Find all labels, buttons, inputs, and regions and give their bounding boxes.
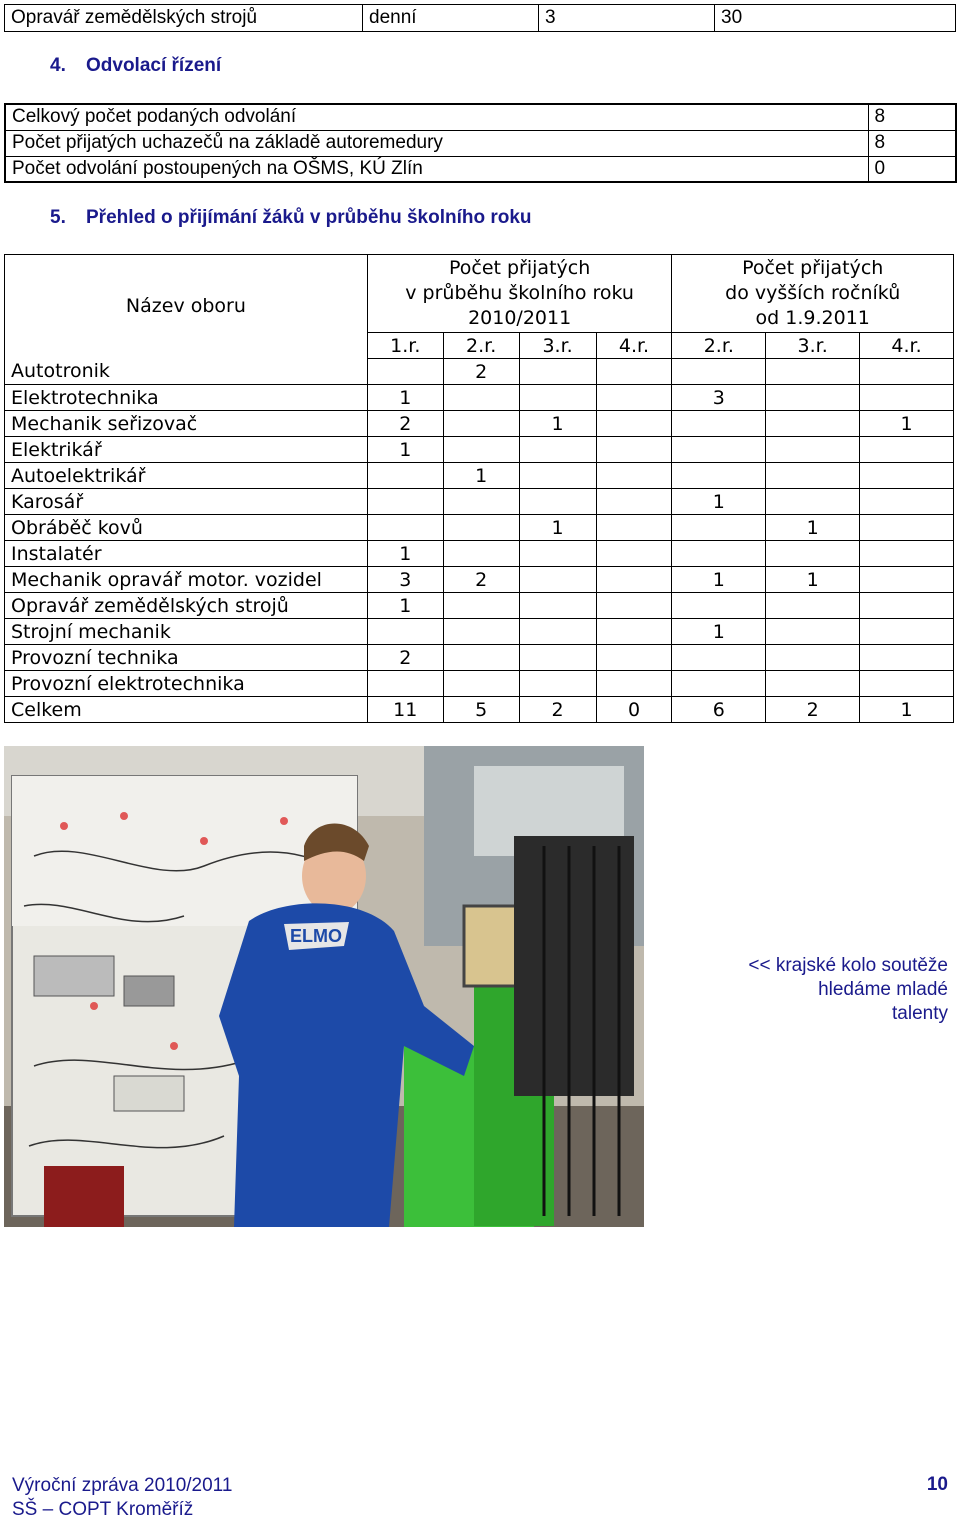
table-cell (860, 359, 954, 385)
overall-logo: ELMO (290, 926, 342, 946)
table-cell (519, 437, 596, 463)
table-cell (596, 593, 672, 619)
table-cell (860, 671, 954, 697)
row-label: Provozní elektrotechnika (5, 671, 368, 697)
workshop-photo (4, 746, 644, 1227)
page-footer (12, 1474, 232, 1522)
table-cell (443, 671, 519, 697)
table-cell (443, 593, 519, 619)
table-cell (672, 515, 766, 541)
table-cell (519, 359, 596, 385)
table-cell (596, 567, 672, 593)
table-cell (367, 489, 443, 515)
row-label: Instalatér (5, 541, 368, 567)
table-cell (766, 385, 860, 411)
table-cell (596, 645, 672, 671)
column-header-name: Název oboru (5, 255, 368, 359)
table-cell (672, 411, 766, 437)
table-cell (766, 463, 860, 489)
row-label: Celkem (5, 697, 368, 723)
table-cell (443, 385, 519, 411)
table-cell (860, 489, 954, 515)
header-line: do vyšších ročníků (725, 282, 901, 304)
table-cell: Opravář zemědělských strojů (5, 5, 363, 32)
table-cell (766, 593, 860, 619)
table-cell (766, 411, 860, 437)
table-cell: 1 (367, 385, 443, 411)
table-cell (596, 671, 672, 697)
subheader-cell: 4.r. (860, 333, 954, 359)
row-label: Opravář zemědělských strojů (5, 593, 368, 619)
subheader-cell: 2.r. (672, 333, 766, 359)
table-cell (519, 541, 596, 567)
table-cell (860, 567, 954, 593)
table-cell (596, 437, 672, 463)
table-cell: 1 (766, 567, 860, 593)
subheader-cell: 4.r. (596, 333, 672, 359)
header-line: 2010/2011 (468, 307, 572, 329)
table-cell: 1 (367, 593, 443, 619)
caption-line: talenty (892, 1003, 948, 1024)
table-row (5, 437, 954, 463)
section-title: Přehled o přijímání žáků v průběhu školního roku (86, 207, 532, 228)
table-cell (367, 463, 443, 489)
table-row (5, 645, 954, 671)
table-cell (519, 619, 596, 645)
table-cell (860, 619, 954, 645)
admissions-table (4, 254, 954, 723)
table-cell (596, 619, 672, 645)
table-row (5, 489, 954, 515)
table-cell (860, 541, 954, 567)
table-cell: 1 (672, 489, 766, 515)
column-group-header-1 (367, 255, 672, 333)
top-fragment-table (4, 4, 956, 32)
table-cell: 2 (367, 411, 443, 437)
table-cell: 1 (367, 541, 443, 567)
section-number: 5. (50, 207, 66, 228)
table-row (5, 671, 954, 697)
table-row (5, 411, 954, 437)
row-label: Karosář (5, 489, 368, 515)
table-cell: 1 (766, 515, 860, 541)
table-cell (519, 645, 596, 671)
table-cell (766, 619, 860, 645)
table-cell (443, 645, 519, 671)
section-heading-4 (50, 55, 221, 77)
row-label: Mechanik seřizovač (5, 411, 368, 437)
table-cell: 2 (766, 697, 860, 723)
table-row (5, 130, 956, 156)
table-cell: 5 (443, 697, 519, 723)
table-cell (519, 567, 596, 593)
table-row (5, 541, 954, 567)
table-cell (519, 463, 596, 489)
table-cell (367, 359, 443, 385)
table-cell (672, 593, 766, 619)
table-cell: 3 (672, 385, 766, 411)
table-cell (766, 489, 860, 515)
table-cell (519, 385, 596, 411)
table-cell: 3 (367, 567, 443, 593)
subheader-cell: 3.r. (519, 333, 596, 359)
table-cell (596, 515, 672, 541)
table-cell: 0 (596, 697, 672, 723)
table-cell: 1 (519, 411, 596, 437)
page-number: 10 (926, 1474, 948, 1495)
table-cell: 1 (443, 463, 519, 489)
table-cell-value: 0 (868, 156, 956, 182)
row-label: Elektrikář (5, 437, 368, 463)
row-label: Autotronik (5, 359, 368, 385)
footer-org: SŠ – COPT Kroměříž (12, 1499, 194, 1520)
table-cell (367, 619, 443, 645)
table-cell: 2 (519, 697, 596, 723)
table-cell: 6 (672, 697, 766, 723)
caption-line: hledáme mladé (818, 979, 948, 1000)
table-cell (672, 645, 766, 671)
table-cell: 1 (860, 411, 954, 437)
table-cell (596, 385, 672, 411)
table-cell (860, 385, 954, 411)
table-cell (672, 671, 766, 697)
table-row (5, 5, 956, 32)
table-row (5, 567, 954, 593)
table-cell-value: 8 (868, 130, 956, 156)
table-cell (766, 359, 860, 385)
subheader-cell: 2.r. (443, 333, 519, 359)
table-cell (860, 645, 954, 671)
table-cell: 2 (443, 567, 519, 593)
table-cell: 2 (443, 359, 519, 385)
admissions-body (5, 359, 954, 723)
table-cell: 1 (860, 697, 954, 723)
table-cell (596, 489, 672, 515)
header-line: od 1.9.2011 (755, 307, 870, 329)
table-cell (766, 541, 860, 567)
table-cell (443, 619, 519, 645)
section-number: 4. (50, 55, 66, 76)
row-label: Strojní mechanik (5, 619, 368, 645)
row-label: Autoelektrikář (5, 463, 368, 489)
table-cell (443, 489, 519, 515)
caption-line: << krajské kolo soutěže (748, 955, 948, 976)
table-cell (672, 463, 766, 489)
section-title: Odvolací řízení (86, 55, 222, 76)
table-cell (596, 541, 672, 567)
table-cell (860, 593, 954, 619)
row-label: Elektrotechnika (5, 385, 368, 411)
table-cell-value: 8 (868, 104, 956, 130)
table-cell (672, 437, 766, 463)
table-row (5, 697, 954, 723)
row-label: Provozní technika (5, 645, 368, 671)
row-label: Mechanik opravář motor. vozidel (5, 567, 368, 593)
table-cell (519, 593, 596, 619)
table-cell (860, 463, 954, 489)
table-cell (596, 463, 672, 489)
header-line: v průběhu školního roku (405, 282, 634, 304)
table-cell-label: Počet odvolání postoupených na OŠMS, KÚ Zlín (5, 156, 868, 182)
table-cell (766, 645, 860, 671)
table-cell-label: Počet přijatých uchazečů na základě autoremedury (5, 130, 868, 156)
table-cell-label: Celkový počet podaných odvolání (5, 104, 868, 130)
column-group-header-2 (672, 255, 954, 333)
table-cell (443, 411, 519, 437)
subheader-cell: 3.r. (766, 333, 860, 359)
table-row (5, 104, 956, 130)
table-cell (672, 359, 766, 385)
table-cell (766, 671, 860, 697)
table-cell (860, 437, 954, 463)
table-row (5, 619, 954, 645)
table-cell (672, 541, 766, 567)
row-label: Obráběč kovů (5, 515, 368, 541)
header-line: Počet přijatých (448, 257, 591, 279)
table-cell: 2 (367, 645, 443, 671)
footer-title: Výroční zpráva 2010/2011 (12, 1475, 233, 1496)
table-row (5, 385, 954, 411)
photo-caption (748, 954, 948, 1026)
appeals-table (4, 103, 957, 183)
table-cell (596, 359, 672, 385)
table-cell: 1 (367, 437, 443, 463)
header-line: Počet přijatých (742, 257, 884, 279)
table-cell (519, 671, 596, 697)
table-cell (596, 411, 672, 437)
table-cell (367, 515, 443, 541)
table-cell (367, 671, 443, 697)
table-row (5, 463, 954, 489)
table-cell: 30 (715, 5, 956, 32)
table-cell (443, 437, 519, 463)
table-cell (860, 515, 954, 541)
table-cell (766, 437, 860, 463)
table-row (5, 593, 954, 619)
table-cell (519, 489, 596, 515)
table-cell: 3 (539, 5, 715, 32)
table-cell: denní (363, 5, 539, 32)
table-cell: 11 (367, 697, 443, 723)
section-heading-5 (50, 207, 532, 229)
table-cell: 1 (672, 619, 766, 645)
table-cell (443, 541, 519, 567)
table-row (5, 156, 956, 182)
table-row (5, 359, 954, 385)
table-cell (443, 515, 519, 541)
subheader-cell: 1.r. (367, 333, 443, 359)
table-row (5, 515, 954, 541)
table-cell: 1 (672, 567, 766, 593)
table-cell: 1 (519, 515, 596, 541)
header-row (5, 255, 954, 333)
